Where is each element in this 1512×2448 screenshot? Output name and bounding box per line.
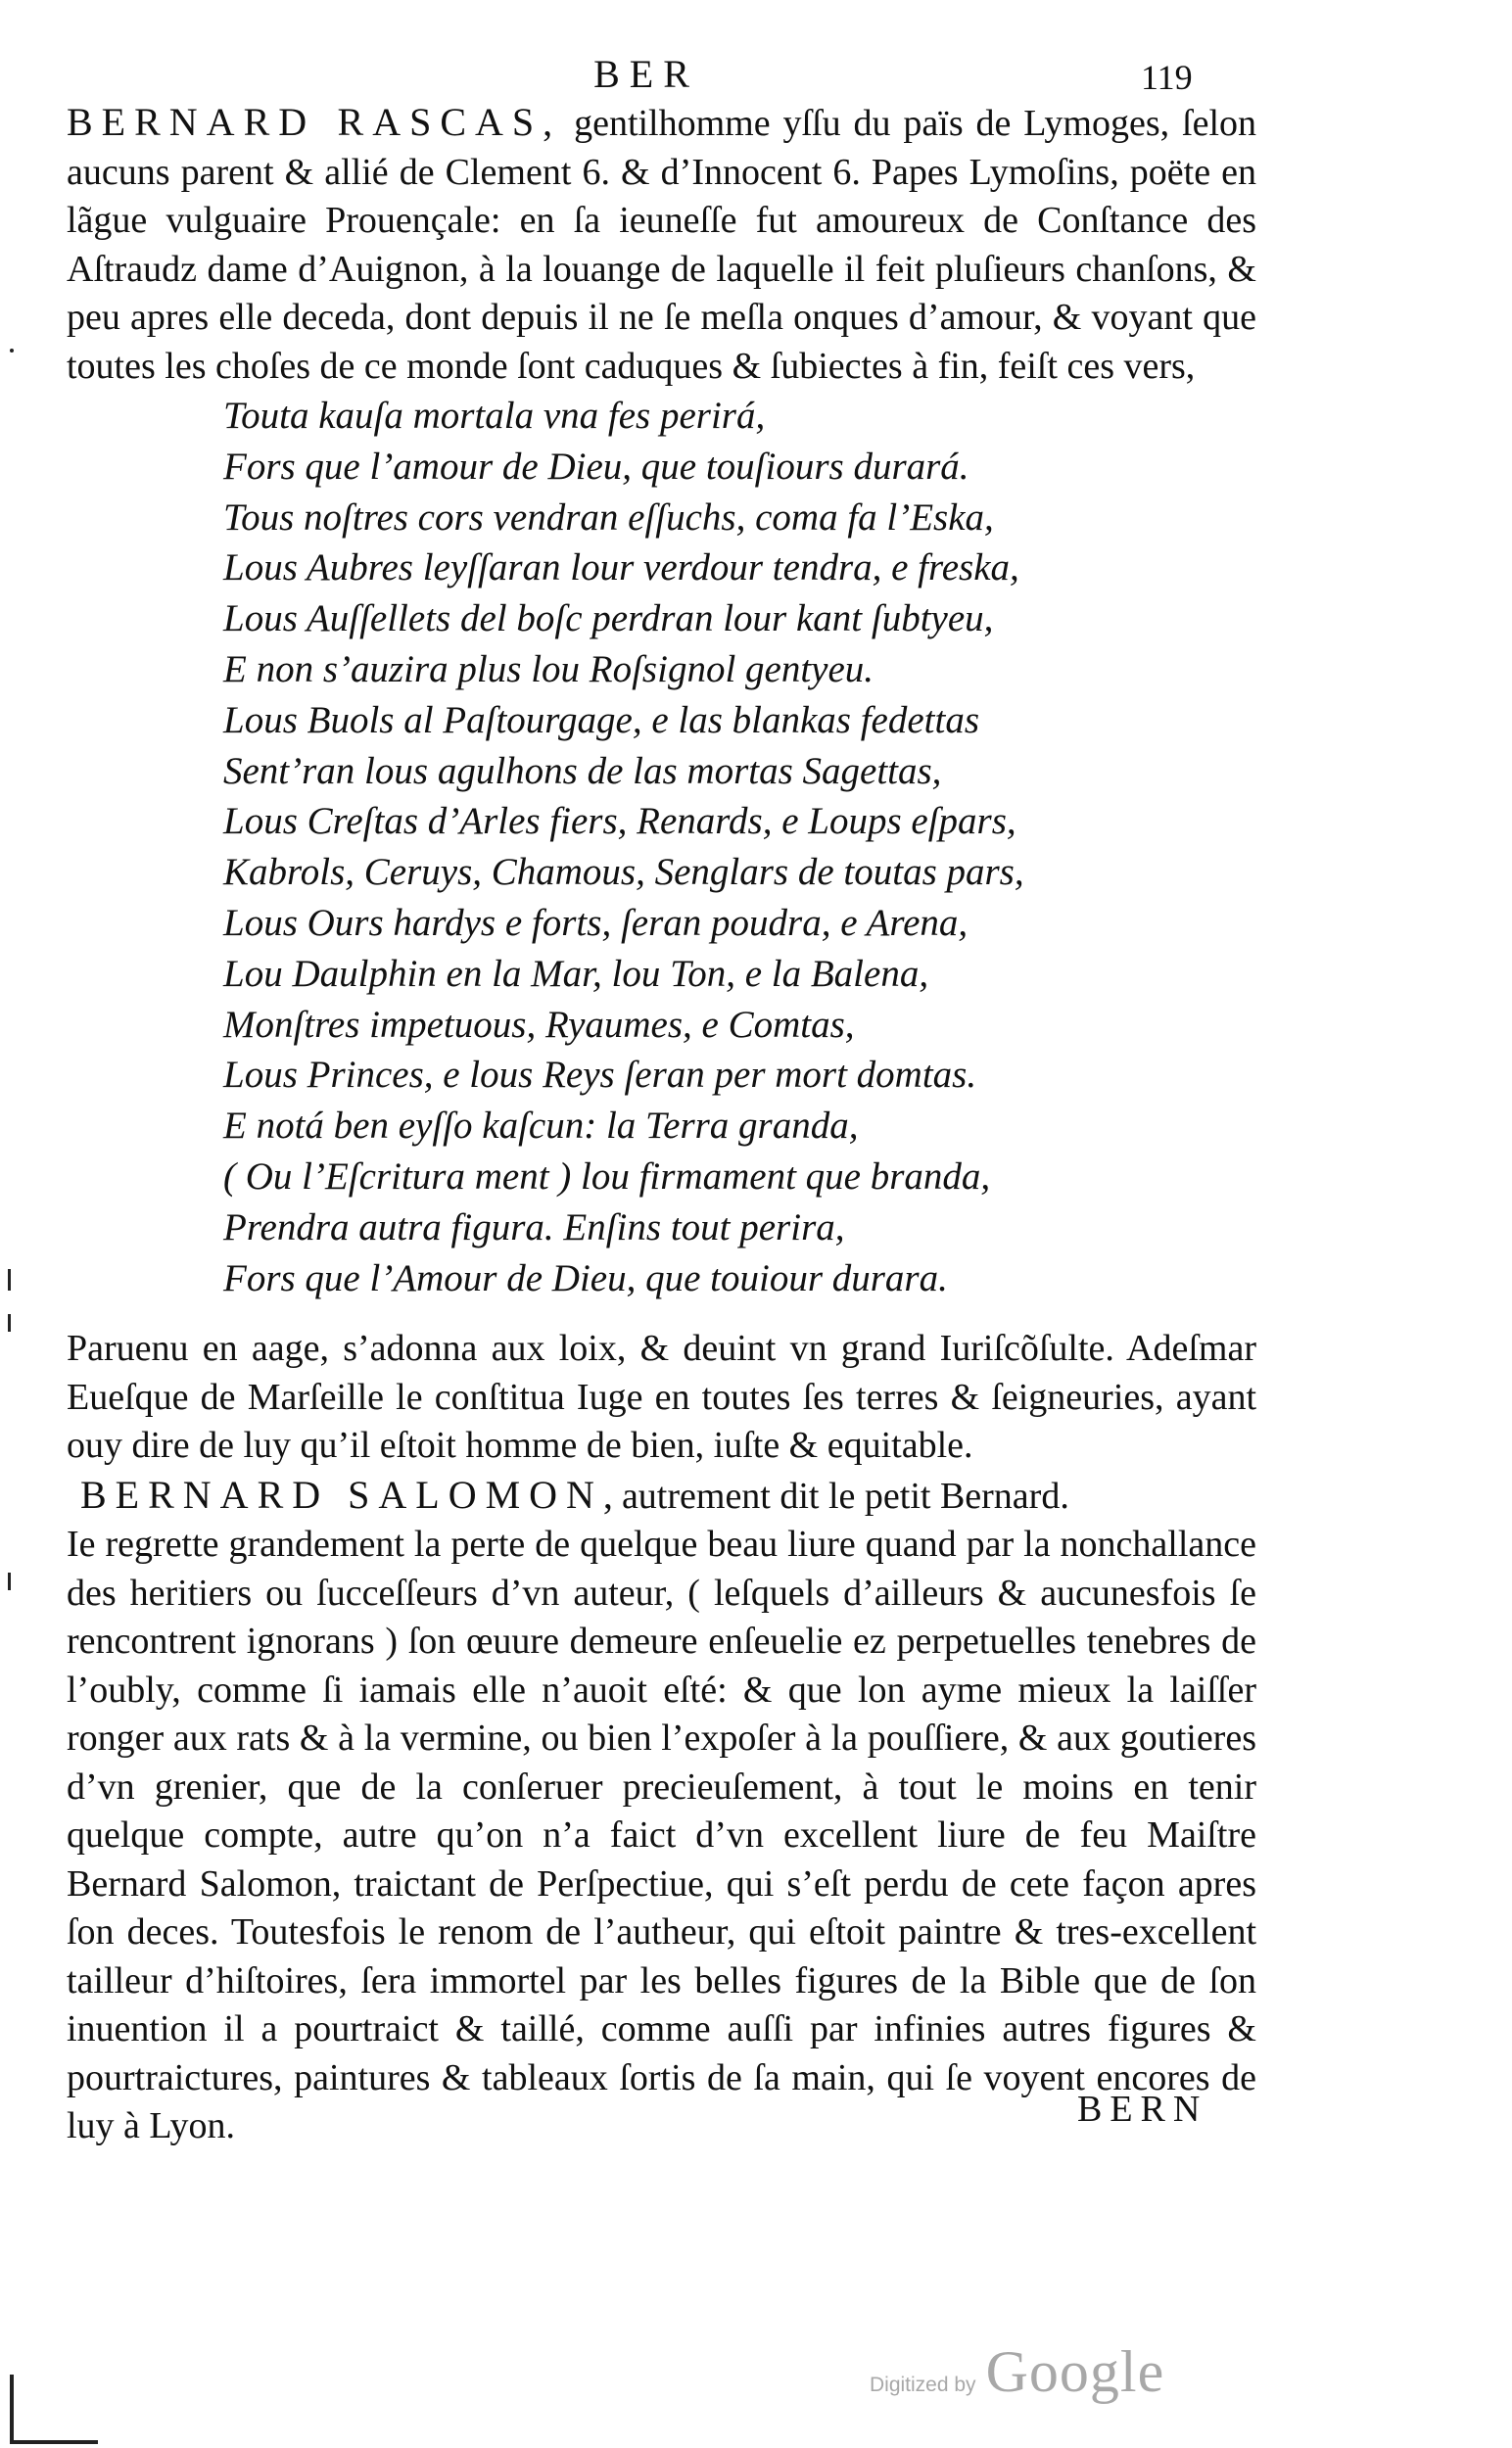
poem-line: Lous Creſtas d’Arles fiers, Renards, e Loups eſpars, [223, 800, 1016, 843]
poem-line: Lous Ours hardys e forts, ſeran poudra, e Arena, [223, 901, 969, 944]
poem-line: Tous noſtres cors vendran eſſuchs, coma fa l’Eska, [223, 495, 994, 539]
poem-line: Monſtres impetuous, Ryaumes, e Comtas, [223, 1003, 855, 1046]
margin-mark [8, 1314, 11, 1332]
poem-line: Fors que l’Amour de Dieu, que touiour durara. [223, 1256, 948, 1299]
poem-line: Lous Princes, e lous Reys ſeran per mort domtas. [223, 1054, 977, 1097]
entry-text-bernard-salomon: Ie regrette grandement la perte de quelque beau liure quand par la nonchallance des heritiers ou ſucceſſeurs d’vn auteur, ( leſquels d’ailleurs & aucunesfois ſe rencontrent ignorans ) ſon œuure demeure enſeuelie ez perpetuelles tenebres de l’oubly, comme ſi iamais elle n’auoit eſté: & que lon ayme mieux la laiſſer ronger aux rats & à la vermine, ou bien l’expoſer à la pouſſiere, & aux goutieres d’vn grenier, que de la conſeruer precieuſement, à tout le moins en tenir quelque compte, autre qu’on n’a faict d’vn excellent liure de feu Maiſtre Bernard Salomon, traictant de Perſpectiue, qui s’eſt perdu de cete façon apres ſon deces. Toutesfois le renom de l’autheur, qui eſtoit paintre & tres-excellent tailleur d’hiſtoires, ſera immortel par les belles figures de la Bible que de ſon inuention il a pourtraict & taillé, comme auſſi par infinies autres figures & pourtraictures, paintures & tableaux ſortis de ſa main, qui ſe voyent encores de luy à Lyon. [67, 1524, 1256, 2147]
google-logo: Google [985, 2339, 1165, 2404]
margin-mark [10, 349, 14, 353]
poem-line: Touta kauſa mortala vna fes perirá, [223, 395, 766, 437]
poem-line: E non s’auzira plus lou Roſsignol gentyeu. [223, 647, 874, 690]
headword-bernard-rascas: BERNARD RASCAS, [67, 100, 562, 144]
margin-mark [8, 1573, 11, 1590]
poem-line: Lous Aubres leyſſaran lour verdour tendra, e freska, [223, 546, 1019, 589]
entry-text-bernard-rascas: gentilhomme yſſu du païs de Lymoges, ſelon aucuns parent & allié de Clement 6. & d’Innocent 6. Papes Lymoſins, poëte en lãgue vulguaire Prouençale: en ſa ieuneſſe fut amoureux de Conſtance des Aſtraudz dame d’Auignon, à la louange de laquelle il feit pluſieurs chanſons, & peu apres elle deceda, dont depuis il ne ſe meſla onques d’amour, & voyant que toutes les choſes de ce monde ſont caduques & ſubiectes à fin, feiſt ces vers, [67, 103, 1256, 387]
poem-line: Fors que l’amour de Dieu, que touſiours durará. [223, 445, 969, 488]
google-watermark [870, 2338, 1164, 2406]
entry-bernard-rascas-continued: Paruenu en aage, s’adonna aux loix, & deuint vn grand Iuriſcõſulte. Adeſmar Eueſque de Marſeille le conſtitua Iuge en toutes ſes terres & ſeigneuries, ayant ouy dire de luy qu’il eſtoit homme de bien, iuſte & equitable. [67, 1328, 1256, 1467]
poem-line: Prendra autra figura. Enſins tout perira, [223, 1205, 845, 1248]
page-corner-mark [10, 2375, 14, 2443]
poem-line: Lou Daulphin en la Mar, lou Ton, e la Balena, [223, 952, 929, 995]
margin-mark [8, 1269, 11, 1291]
page-corner-mark [10, 2440, 98, 2444]
digitized-by-label: Digitized by [870, 2374, 976, 2396]
main-text-block [67, 98, 1256, 2151]
headword-bernard-salomon: BERNARD SALOMON, [80, 1472, 622, 1517]
poem-line: E notá ben eyſſo kaſcun: la Terra granda, [223, 1105, 859, 1148]
entry-bernard-rascas [67, 98, 1256, 391]
poem-line: Lous Auſſellets del boſc perdran lour kant ſubtyeu, [223, 597, 994, 640]
poem-line: Sent’ran lous agulhons de las mortas Sagettas, [223, 749, 942, 792]
entry-bernard-salomon [67, 1471, 1256, 1522]
poem-line: ( Ou l’Eſcritura ment ) lou firmament que branda, [223, 1154, 991, 1198]
page-number: 119 [1141, 58, 1193, 97]
running-head: BER [593, 52, 699, 96]
poem-line: Kabrols, Ceruys, Chamous, Senglars de toutas pars, [223, 851, 1024, 894]
poem [223, 391, 1256, 1303]
poem-line: Lous Buols al Paſtourgage, e las blankas fedettas [223, 698, 980, 741]
catchword: BERN [1077, 2089, 1208, 2130]
entry-subtitle-bernard-salomon: autrement dit le petit Bernard. [621, 1475, 1069, 1517]
